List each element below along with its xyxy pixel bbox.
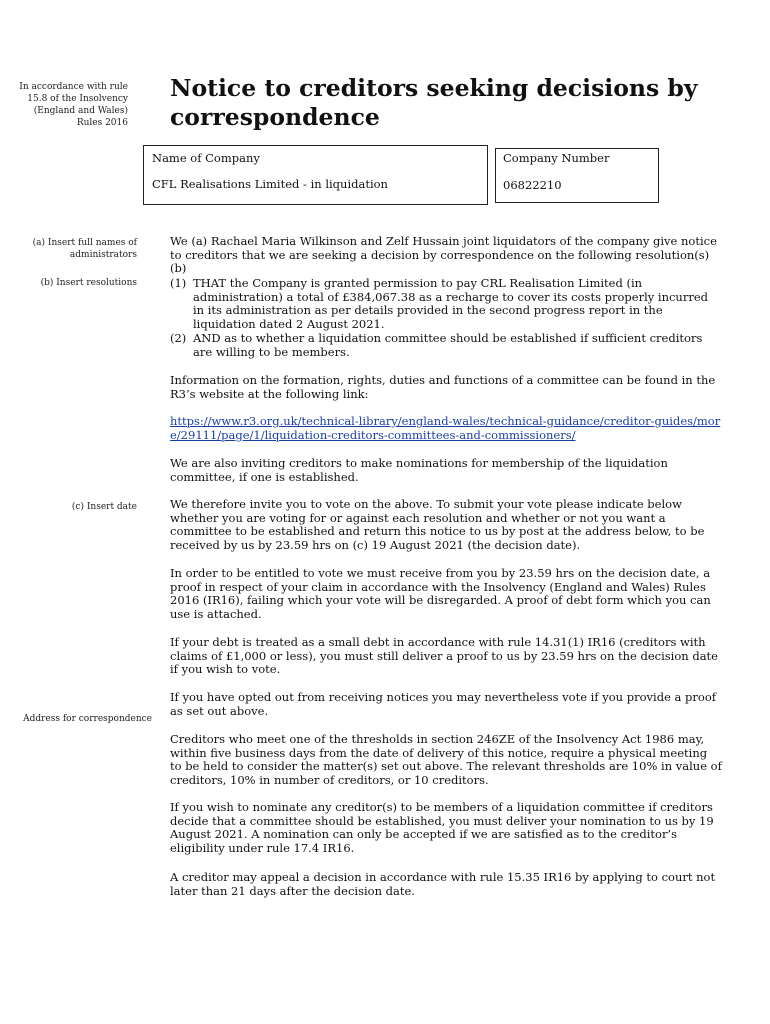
small-debt-paragraph: If your debt is treated as a small debt in accordance with rule 14.31(1) IR16 (creditors with claims of £1,000 or less), you must still deliver a proof to us by 23.59 hrs on the decision date if you wish to vote. bbox=[170, 635, 718, 677]
committee-info-paragraph: Information on the formation, rights, duties and functions of a committee can be found in the R3’s website at the following link: bbox=[170, 373, 716, 401]
rule-reference-note: In accordance with rule 15.8 of the Insolvency (England and Wales) Rules 2016 bbox=[19, 82, 128, 128]
company-number-box bbox=[495, 148, 659, 203]
resolution-number: (1) bbox=[170, 276, 187, 290]
resolution-text: AND as to whether a liquidation committee should be established if sufficient creditors are willing to be members. bbox=[193, 330, 703, 359]
margin-note-resolutions: (b) Insert resolutions bbox=[40, 278, 137, 288]
appeal-paragraph: A creditor may appeal a decision in accordance with rule 15.35 IR16 by applying to court not later than 21 days after the decision date. bbox=[170, 870, 716, 898]
company-name-label: Name of Company bbox=[152, 151, 260, 165]
resolution-item bbox=[170, 332, 722, 359]
nominations-paragraph: We are also inviting creditors to make nominations for membership of the liquidation committee, if one is established. bbox=[170, 456, 668, 484]
resolutions-list bbox=[170, 277, 722, 359]
company-number-value: 06822210 bbox=[503, 178, 562, 192]
resolution-text: THAT the Company is granted permission to pay CRL Realisation Limited (in administration) a total of £384,067.38 as a recharge to cover its costs properly incurred in its administration as per details provided in the second progress report in the liquidation dated 2 August 2021. bbox=[193, 276, 708, 332]
margin-note-date: (c) Insert date bbox=[71, 502, 137, 512]
thresholds-paragraph: Creditors who meet one of the thresholds in section 246ZE of the Insolvency Act 1986 may, within five business days from the date of delivery of this notice, require a physical meeting to be held to consider the matter(s) set out above. The relevant thresholds are 10% in value of creditors, 10% in number of creditors, or 10 creditors. bbox=[170, 732, 722, 788]
margin-note-address: Address for correspondence bbox=[23, 714, 152, 724]
company-number-label: Company Number bbox=[503, 151, 610, 165]
resolution-number: (2) bbox=[170, 330, 187, 345]
committee-nomination-paragraph: If you wish to nominate any creditor(s) to be members of a liquidation committee if creditors decide that a committee should be established, you must deliver your nomination to us by 19 August 2021. A nomination can only be accepted if we are satisfied as to the creditor’s eligibility under rule 17.4 IR16. bbox=[170, 800, 714, 856]
page-title: Notice to creditors seeking decisions by correspondence bbox=[170, 74, 698, 131]
opted-out-paragraph: If you have opted out from receiving notices you may nevertheless vote if you provide a proof as set out above. bbox=[170, 690, 717, 718]
intro-paragraph: We (a) Rachael Maria Wilkinson and Zelf Hussain joint liquidators of the company give notice to creditors that we are seeking a decision by correspondence on the following resolution(s) (b) bbox=[170, 234, 717, 276]
company-name-value: CFL Realisations Limited - in liquidation bbox=[152, 177, 388, 191]
vote-invitation-paragraph: We therefore invite you to vote on the above. To submit your vote please indicate below whether you are voting for or against each resolution and whether or not you want a committee to be established and return this notice to us by post at the address below, to be received by us by 23.59 hrs on (c) 19 August 2021 (the decision date). bbox=[170, 497, 705, 553]
r3-link-paragraph bbox=[170, 415, 722, 442]
resolution-item bbox=[170, 277, 722, 332]
company-name-box bbox=[143, 145, 488, 205]
entitlement-paragraph: In order to be entitled to vote we must receive from you by 23.59 hrs on the decision date, a proof in respect of your claim in accordance with the Insolvency (England and Wales) Rules 2016 (IR16), failing which your vote will be disregarded. A proof of debt form which you can use is attached. bbox=[170, 566, 711, 622]
r3-guidance-link[interactable]: https://www.r3.org.uk/technical-library/england-wales/technical-guidance/creditor-guides/more/29111/page/1/liquidation-creditors-committees-and-commissioners/ bbox=[170, 414, 721, 442]
margin-note-administrators: (a) Insert full names of administrators bbox=[32, 238, 137, 260]
